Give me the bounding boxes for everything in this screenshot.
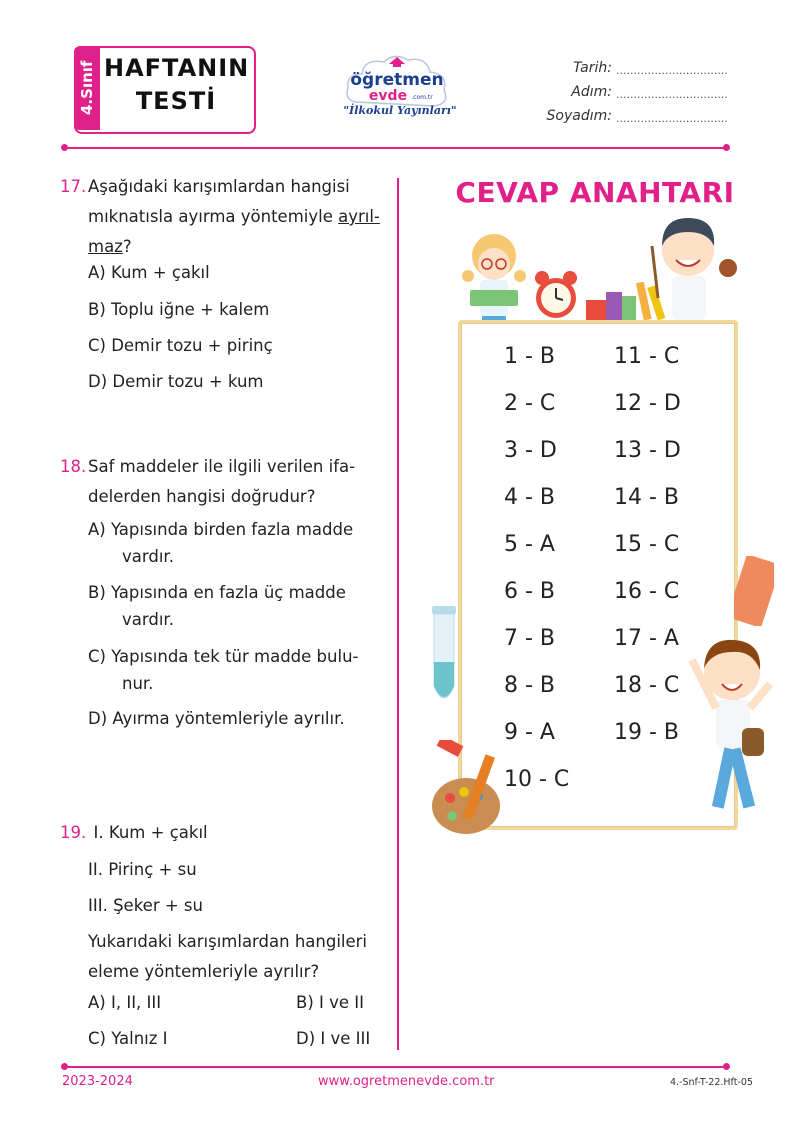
name-field[interactable]: ................................ bbox=[616, 88, 728, 101]
question-text-line: Aşağıdaki karışımlardan hangisi bbox=[88, 177, 350, 196]
answer-column-left bbox=[504, 338, 594, 808]
question-19-text bbox=[88, 927, 388, 987]
header-divider bbox=[64, 147, 726, 149]
option-18-c[interactable] bbox=[88, 643, 358, 697]
answer-5: 5 - A bbox=[504, 532, 555, 557]
option-line: vardır. bbox=[122, 547, 174, 566]
footer-dot-right bbox=[723, 1063, 730, 1070]
answer-18: 18 - C bbox=[614, 673, 680, 698]
date-label: Tarih: bbox=[573, 60, 612, 76]
question-text-line: delerden hangisi doğrudur? bbox=[88, 487, 316, 506]
answer-8: 8 - B bbox=[504, 673, 556, 698]
grade-label: 4.Sınıf bbox=[78, 60, 96, 116]
option-17-b[interactable]: B) Toplu iğne + kalem bbox=[88, 300, 270, 319]
logo-subtitle: "İlkokul Yayınları" bbox=[343, 104, 457, 117]
name-label: Adım: bbox=[571, 84, 612, 100]
question-number: 19. bbox=[60, 823, 87, 842]
answer-15: 15 - C bbox=[614, 532, 680, 557]
answer-14: 14 - B bbox=[614, 485, 680, 510]
option-18-a[interactable] bbox=[88, 516, 353, 570]
option-19-c[interactable]: C) Yalnız I bbox=[88, 1029, 168, 1048]
option-19-a[interactable]: A) I, II, III bbox=[88, 993, 162, 1012]
question-text-line: eleme yöntemleriyle ayrılır? bbox=[88, 962, 320, 981]
question-text-line: Saf maddeler ile ilgili verilen ifa- bbox=[88, 457, 356, 476]
answer-12: 12 - D bbox=[614, 391, 681, 416]
test-title-line1: HAFTANIN bbox=[104, 54, 250, 82]
flask-icon bbox=[424, 606, 464, 710]
footer-dot-left bbox=[61, 1063, 68, 1070]
footer-year: 2023-2024 bbox=[62, 1074, 133, 1089]
option-18-b[interactable] bbox=[88, 579, 346, 633]
option-line: C) Yapısında tek tür madde bulu- bbox=[88, 647, 359, 666]
answer-6: 6 - B bbox=[504, 579, 556, 604]
paint-palette-icon bbox=[430, 740, 510, 836]
option-line: B) Yapısında en fazla üç madde bbox=[88, 583, 346, 602]
test-title bbox=[104, 52, 248, 118]
column-divider bbox=[397, 178, 399, 1050]
footer-code: 4.-Snf-T-22.Hft-05 bbox=[670, 1077, 753, 1088]
boy-running-illustration bbox=[680, 620, 776, 820]
logo-name: öğretmen bbox=[350, 70, 444, 90]
logo-domain: .com.tr bbox=[411, 94, 433, 101]
question-19 bbox=[60, 818, 208, 848]
notebook-icon bbox=[734, 556, 774, 626]
question-text-line: Yukarıdaki karışımlardan hangileri bbox=[88, 932, 368, 951]
alarm-clock-icon bbox=[528, 266, 584, 322]
divider-dot-right bbox=[723, 144, 730, 151]
answer-16: 16 - C bbox=[614, 579, 680, 604]
answer-9: 9 - A bbox=[504, 720, 555, 745]
option-17-d[interactable]: D) Demir tozu + kum bbox=[88, 372, 264, 391]
answer-19: 19 - B bbox=[614, 720, 680, 745]
answer-13: 13 - D bbox=[614, 438, 681, 463]
answer-17: 17 - A bbox=[614, 626, 679, 651]
option-17-a[interactable]: A) Kum + çakıl bbox=[88, 263, 210, 282]
boy-painting-illustration bbox=[648, 206, 744, 320]
question-18 bbox=[60, 452, 390, 512]
option-line: A) Yapısında birden fazla madde bbox=[88, 520, 354, 539]
answer-1: 1 - B bbox=[504, 344, 556, 369]
option-17-c[interactable]: C) Demir tozu + pirinç bbox=[88, 336, 273, 355]
logo-name2: evde bbox=[368, 88, 408, 104]
answer-7: 7 - B bbox=[504, 626, 556, 651]
answer-3: 3 - D bbox=[504, 438, 557, 463]
statement-1: I. Kum + çakıl bbox=[93, 823, 208, 842]
answer-11: 11 - C bbox=[614, 344, 680, 369]
statement-3: III. Şeker + su bbox=[88, 896, 203, 915]
test-title-line2: TESTİ bbox=[135, 87, 217, 115]
option-line: nur. bbox=[122, 674, 154, 693]
question-text-line: mıknatısla ayırma yöntemiyle ayrıl- bbox=[88, 207, 380, 226]
answer-4: 4 - B bbox=[504, 485, 556, 510]
statement-2: II. Pirinç + su bbox=[88, 860, 197, 879]
question-number: 18. bbox=[60, 457, 87, 476]
footer-divider bbox=[64, 1066, 726, 1068]
divider-dot-left bbox=[61, 144, 68, 151]
question-number: 17. bbox=[60, 177, 87, 196]
answer-2: 2 - C bbox=[504, 391, 556, 416]
answer-key-title: CEVAP ANAHTARI bbox=[455, 176, 735, 209]
option-19-d[interactable]: D) I ve III bbox=[296, 1029, 371, 1048]
question-text-line: maz? bbox=[88, 237, 132, 256]
answer-10: 10 - C bbox=[504, 767, 570, 792]
option-19-b[interactable]: B) I ve II bbox=[296, 993, 365, 1012]
date-field[interactable]: ................................ bbox=[616, 64, 728, 77]
option-line: vardır. bbox=[122, 610, 174, 629]
footer-url[interactable]: www.ogretmenevde.com.tr bbox=[318, 1074, 495, 1089]
surname-label: Soyadım: bbox=[546, 108, 612, 124]
surname-field[interactable]: ................................ bbox=[616, 112, 728, 125]
option-18-d[interactable]: D) Ayırma yöntemleriyle ayrılır. bbox=[88, 709, 345, 728]
question-17 bbox=[60, 172, 390, 262]
